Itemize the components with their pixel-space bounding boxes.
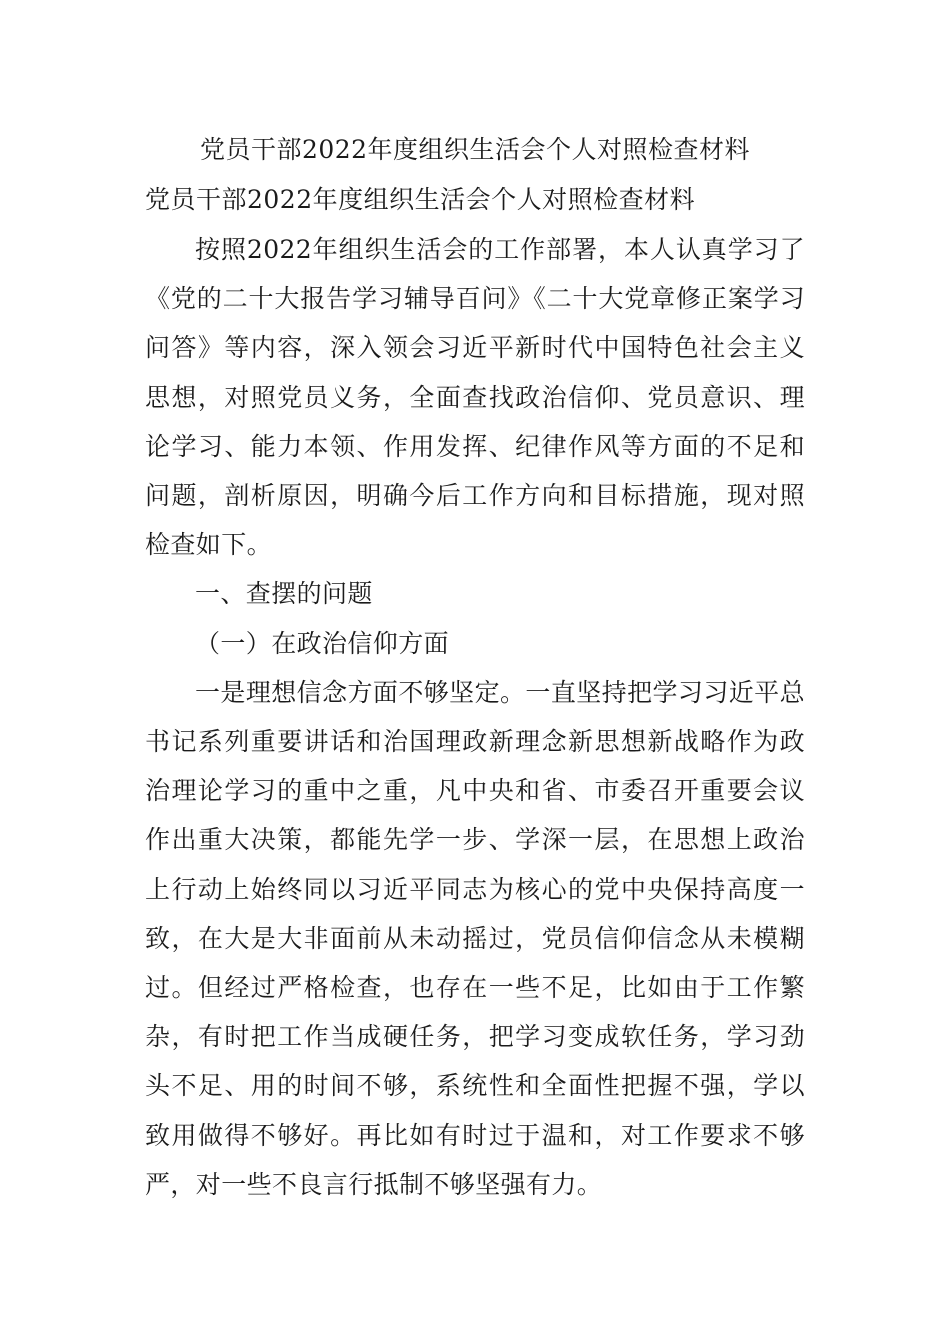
document-title-left: 党员干部2022年度组织生活会个人对照检查材料 xyxy=(145,185,696,214)
section-heading: 一、查摆的问题 xyxy=(195,579,373,609)
intro-paragraph: 按照2022年组织生活会的工作部署，本人认真学习了《党的二十大报告学习辅导百问》《二十大党章修正案学习问答》等内容，深入领会习近平新时代中国特色社会主义思想，对照党员义务，全面查找政治信仰、党员意识、理论学习、能力本领、作用发挥、纪律作风等方面的不足和问题，剖析原因，明确今后工作方向和目标措施，现对照检查如下。 xyxy=(145,235,805,560)
document-title-centered: 党员干部2022年度组织生活会个人对照检查材料 xyxy=(199,135,751,164)
document-body xyxy=(145,225,805,1209)
body-paragraph: 一是理想信念方面不够坚定。一直坚持把学习习近平总书记系列重要讲话和治国理政新理念新思想新战略作为政治理论学习的重中之重，凡中央和省、市委召开重要会议作出重大决策，都能先学一步、学深一层，在思想上政治上行动上始终同以习近平同志为核心的党中央保持高度一致，在大是大非面前从未动摇过，党员信仰信念从未模糊过。但经过严格检查，也存在一些不足，比如由于工作繁杂，有时把工作当成硬任务，把学习变成软任务，学习劲头不足、用的时间不够，系统性和全面性把握不强，学以致用做得不够好。再比如有时过于温和，对工作要求不够严，对一些不良言行抵制不够坚强有力。 xyxy=(145,677,805,1199)
subsection-heading: （一）在政治信仰方面 xyxy=(195,628,450,658)
